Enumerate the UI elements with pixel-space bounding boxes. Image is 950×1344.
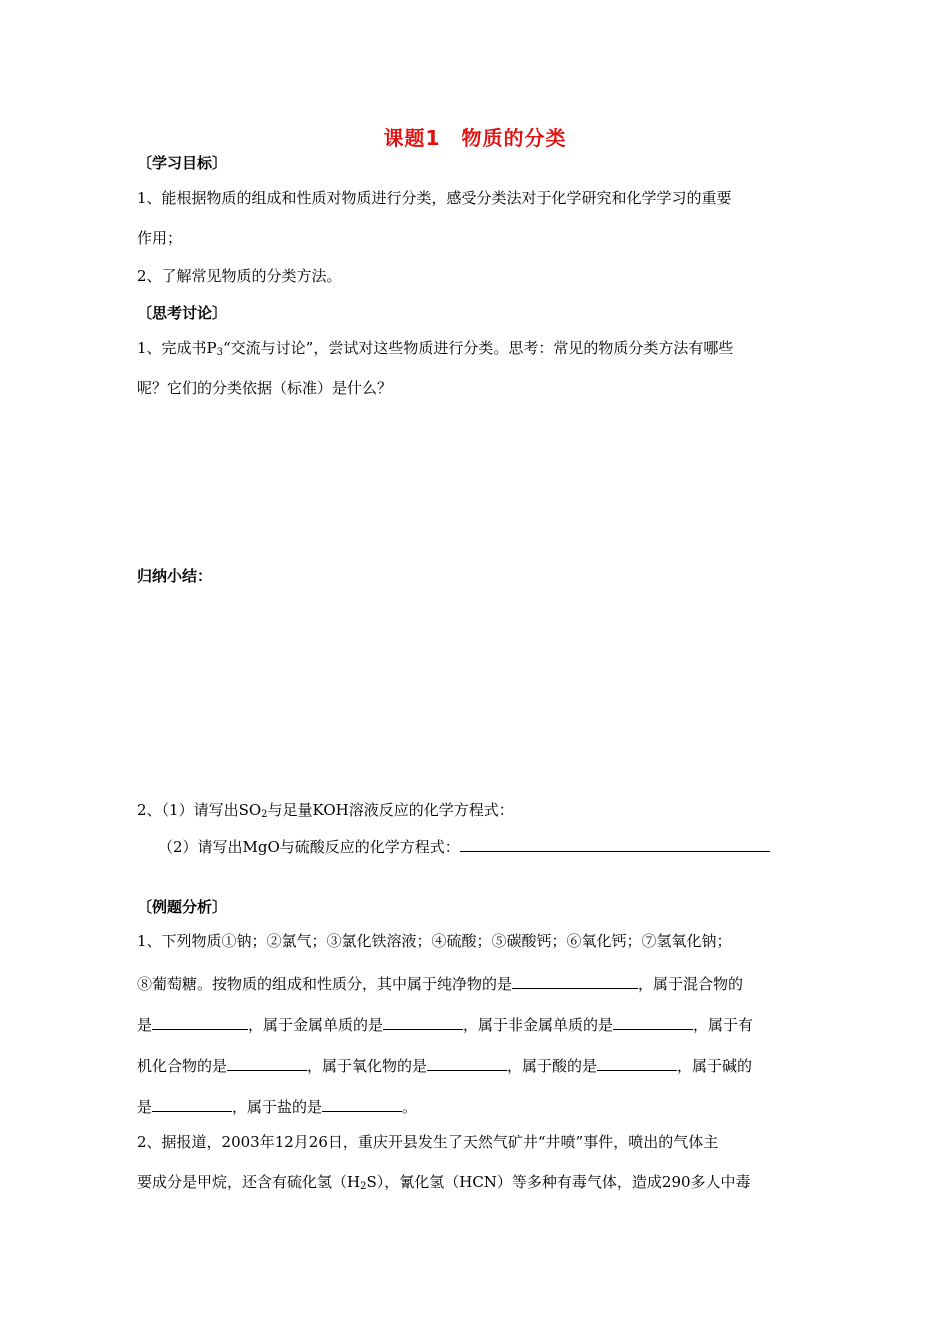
answer-blank[interactable] (597, 1054, 677, 1071)
example-1-text: 机化合物的是 (137, 1057, 228, 1075)
answer-blank[interactable] (460, 835, 770, 852)
example-2-subscript: 2 (360, 1181, 367, 1192)
example-1-line-1: 1、下列物质①钠；②氯气；③氯化铁溶液；④硫酸；⑤碳酸钙；⑥氧化钙；⑦氢氧化钠； (137, 932, 732, 950)
discussion-2-text-b: 与足量KOH溶液反应的化学方程式： (267, 801, 514, 819)
example-1-text: ，属于混合物的 (638, 975, 744, 993)
discussion-2-text-a: 2、（1）请写出SO (137, 801, 262, 819)
example-1-text: ，属于金属单质的是 (248, 1016, 384, 1034)
section-goals-heading: 〔学习目标〕 (137, 154, 228, 172)
example-1-text: ，属于非金属单质的是 (463, 1016, 614, 1034)
answer-blank[interactable] (152, 1095, 232, 1112)
example-1-text: ，属于氧化物的是 (307, 1057, 428, 1075)
answer-blank[interactable] (613, 1013, 693, 1030)
answer-blank[interactable] (427, 1054, 507, 1071)
example-1-text: ，属于酸的是 (507, 1057, 598, 1075)
discussion-1-line-1 (137, 338, 817, 363)
discussion-1-text-a: 1、完成书P (137, 339, 217, 357)
example-1-line-5 (137, 1095, 817, 1117)
discussion-1-subscript: 3 (216, 347, 224, 358)
example-1-line-2 (137, 972, 817, 994)
discussion-2-part-2 (158, 835, 838, 857)
example-1-text: ，属于盐的是 (232, 1098, 323, 1116)
example-1-text: ⑧葡萄糖。按物质的组成和性质分，其中属于纯净物的是 (137, 975, 513, 993)
example-1-text: ，属于碱的 (677, 1057, 753, 1075)
example-1-text: 是 (137, 1098, 153, 1116)
section-discussion-heading: 〔思考讨论〕 (137, 304, 228, 322)
answer-blank[interactable] (383, 1013, 463, 1030)
section-summary-heading: 归纳小结： (137, 567, 213, 585)
answer-blank[interactable] (152, 1013, 248, 1030)
goal-1-line-1: 1、能根据物质的组成和性质对物质进行分类，感受分类法对于化学研究和化学学习的重要 (137, 189, 732, 207)
answer-blank[interactable] (512, 972, 638, 989)
page-title: 课题1 物质的分类 (383, 126, 567, 150)
example-1-line-4 (137, 1054, 817, 1076)
discussion-1-line-2: 呢？它们的分类依据（标准）是什么？ (137, 379, 393, 397)
example-2-text-b: S），氰化氢（HCN）等多种有毒气体，造成290多人中毒 (366, 1173, 751, 1191)
section-examples-heading: 〔例题分析〕 (137, 898, 228, 916)
discussion-2-part-1 (137, 800, 817, 825)
example-2-line-1: 2、据报道，2003年12月26日，重庆开县发生了天然气矿井“井喷”事件，喷出的气体主 (137, 1133, 719, 1151)
goal-2: 2、了解常见物质的分类方法。 (137, 267, 342, 285)
example-2-line-2 (137, 1172, 817, 1197)
example-2-text-a: 要成分是甲烷，还含有硫化氢（H (137, 1173, 361, 1191)
goal-1-line-2: 作用； (137, 229, 183, 247)
example-1-text: 是 (137, 1016, 153, 1034)
example-1-line-3 (137, 1013, 817, 1035)
discussion-1-text-b: “交流与讨论”，尝试对这些物质进行分类。思考：常见的物质分类方法有哪些 (223, 339, 734, 357)
example-1-text: 。 (402, 1098, 418, 1116)
answer-blank[interactable] (322, 1095, 402, 1112)
discussion-2-subscript: 2 (261, 809, 268, 820)
discussion-2-part-2-text: （2）请写出MgO与硫酸反应的化学方程式： (158, 838, 460, 856)
answer-blank[interactable] (227, 1054, 307, 1071)
example-1-text: ，属于有 (693, 1016, 754, 1034)
